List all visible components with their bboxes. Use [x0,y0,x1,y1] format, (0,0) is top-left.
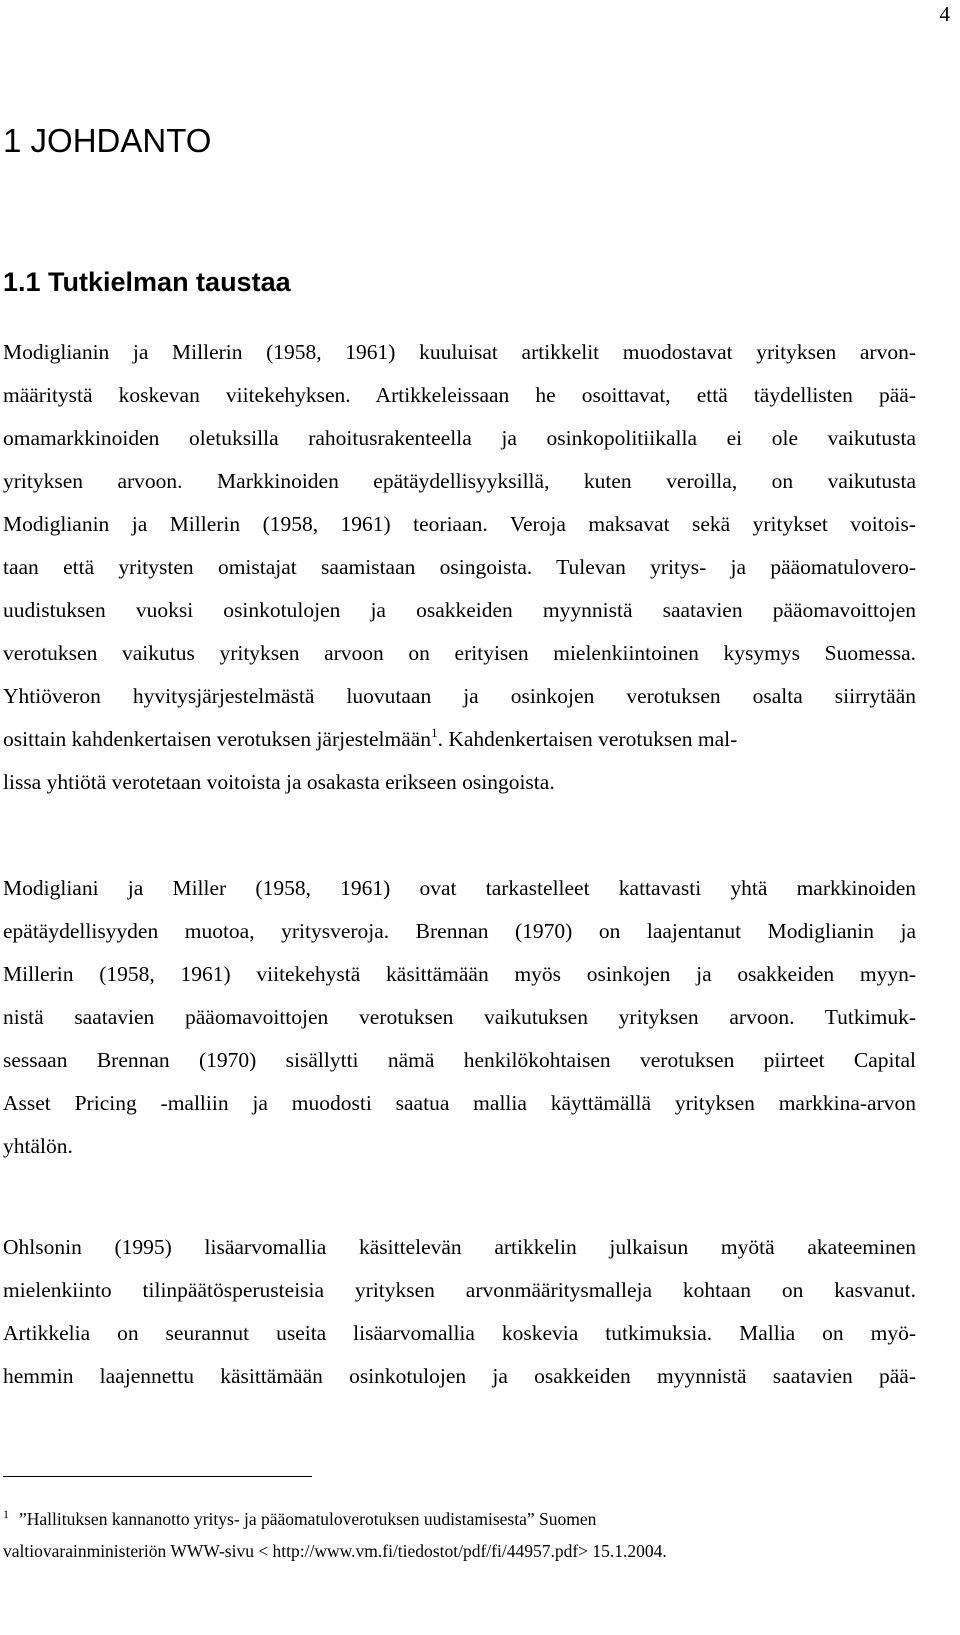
text-line: Modigliani ja Miller (1958, 1961) ovat tarkastelleet kattavasti yhtä markkinoiden [3,876,916,900]
text-line: Artikkelia on seurannut useita lisäarvomallia koskevia tutkimuksia. Mallia on myö- [3,1321,916,1345]
text-line: yhtälön. [3,1134,73,1158]
text-line: Asset Pricing -malliin ja muodosti saatua mallia käyttämällä yrityksen markkina-arvon [3,1091,916,1115]
text-line-with-footnote [3,718,916,761]
footnote-divider [3,1476,312,1477]
paragraph-2 [3,867,916,1168]
page-number: 4 [939,2,950,26]
text-line: uudistuksen vuoksi osinkotulojen ja osakkeiden myynnistä saatavien pääomavoittojen [3,598,916,622]
text-line: hemmin laajennettu käsittämään osinkotulojen ja osakkeiden myynnistä saatavien pää- [3,1364,916,1388]
paragraph-3 [3,1226,916,1398]
section-heading: 1.1 Tutkielman taustaa [3,267,291,297]
footnote-text: ”Hallituksen kannanotto yritys- ja pääomatuloverotuksen uudistamisesta” Suomen [19,1509,597,1529]
chapter-heading: 1 JOHDANTO [3,122,212,159]
footnote-marker: 1 [3,1507,9,1521]
text-line: omamarkkinoiden oletuksilla rahoitusrakenteella ja osinkopolitiikalla ei ole vaikutusta [3,426,916,450]
text-line: Ohlsonin (1995) lisäarvomallia käsittelevän artikkelin julkaisun myötä akateeminen [3,1235,916,1259]
text-line: taan että yritysten omistajat saamistaan osingoista. Tulevan yritys- ja pääomatulovero- [3,555,916,579]
text-line: Modiglianin ja Millerin (1958, 1961) kuuluisat artikkelit muodostavat yrityksen arvon- [3,340,916,364]
footnote [3,1503,916,1567]
text-line: verotuksen vaikutus yrityksen arvoon on erityisen mielenkiintoinen kysymys Suomessa. [3,641,916,665]
text-line: määritystä koskevan viitekehyksen. Artikkeleissaan he osoittavat, että täydellisten pää- [3,383,916,407]
text-line: Millerin (1958, 1961) viitekehystä käsittämään myös osinkojen ja osakkeiden myyn- [3,962,916,986]
text-line: sessaan Brennan (1970) sisällytti nämä henkilökohtaisen verotuksen piirteet Capital [3,1048,916,1072]
text-segment: . Kahdenkertaisen verotuksen mal- [437,727,738,751]
paragraph-1 [3,331,916,804]
text-line: Modiglianin ja Millerin (1958, 1961) teoriaan. Veroja maksavat sekä yritykset voitois- [3,512,916,536]
text-line: nistä saatavien pääomavoittojen verotuksen vaikutuksen yrityksen arvoon. Tutkimuk- [3,1005,916,1029]
text-segment: osittain kahdenkertaisen verotuksen järjestelmään [3,727,432,751]
text-line: lissa yhtiötä verotetaan voitoista ja osakasta erikseen osingoista. [3,770,555,794]
footnote-line-2: valtiovarainministeriön WWW-sivu < http://www.vm.fi/tiedostot/pdf/fi/44957.pdf> 15.1.2004. [3,1541,667,1561]
text-line: mielenkiinto tilinpäätösperusteisia yrityksen arvonmääritysmalleja kohtaan on kasvanut. [3,1278,916,1302]
footnote-reference: 1 [431,725,438,740]
text-line: epätäydellisyyden muotoa, yritysveroja. Brennan (1970) on laajentanut Modiglianin ja [3,919,916,943]
footnote-line-1 [3,1503,916,1535]
text-line: Yhtiöveron hyvitysjärjestelmästä luovutaan ja osinkojen verotuksen osalta siirrytään [3,684,916,708]
text-line: yrityksen arvoon. Markkinoiden epätäydellisyyksillä, kuten veroilla, on vaikutusta [3,469,916,493]
